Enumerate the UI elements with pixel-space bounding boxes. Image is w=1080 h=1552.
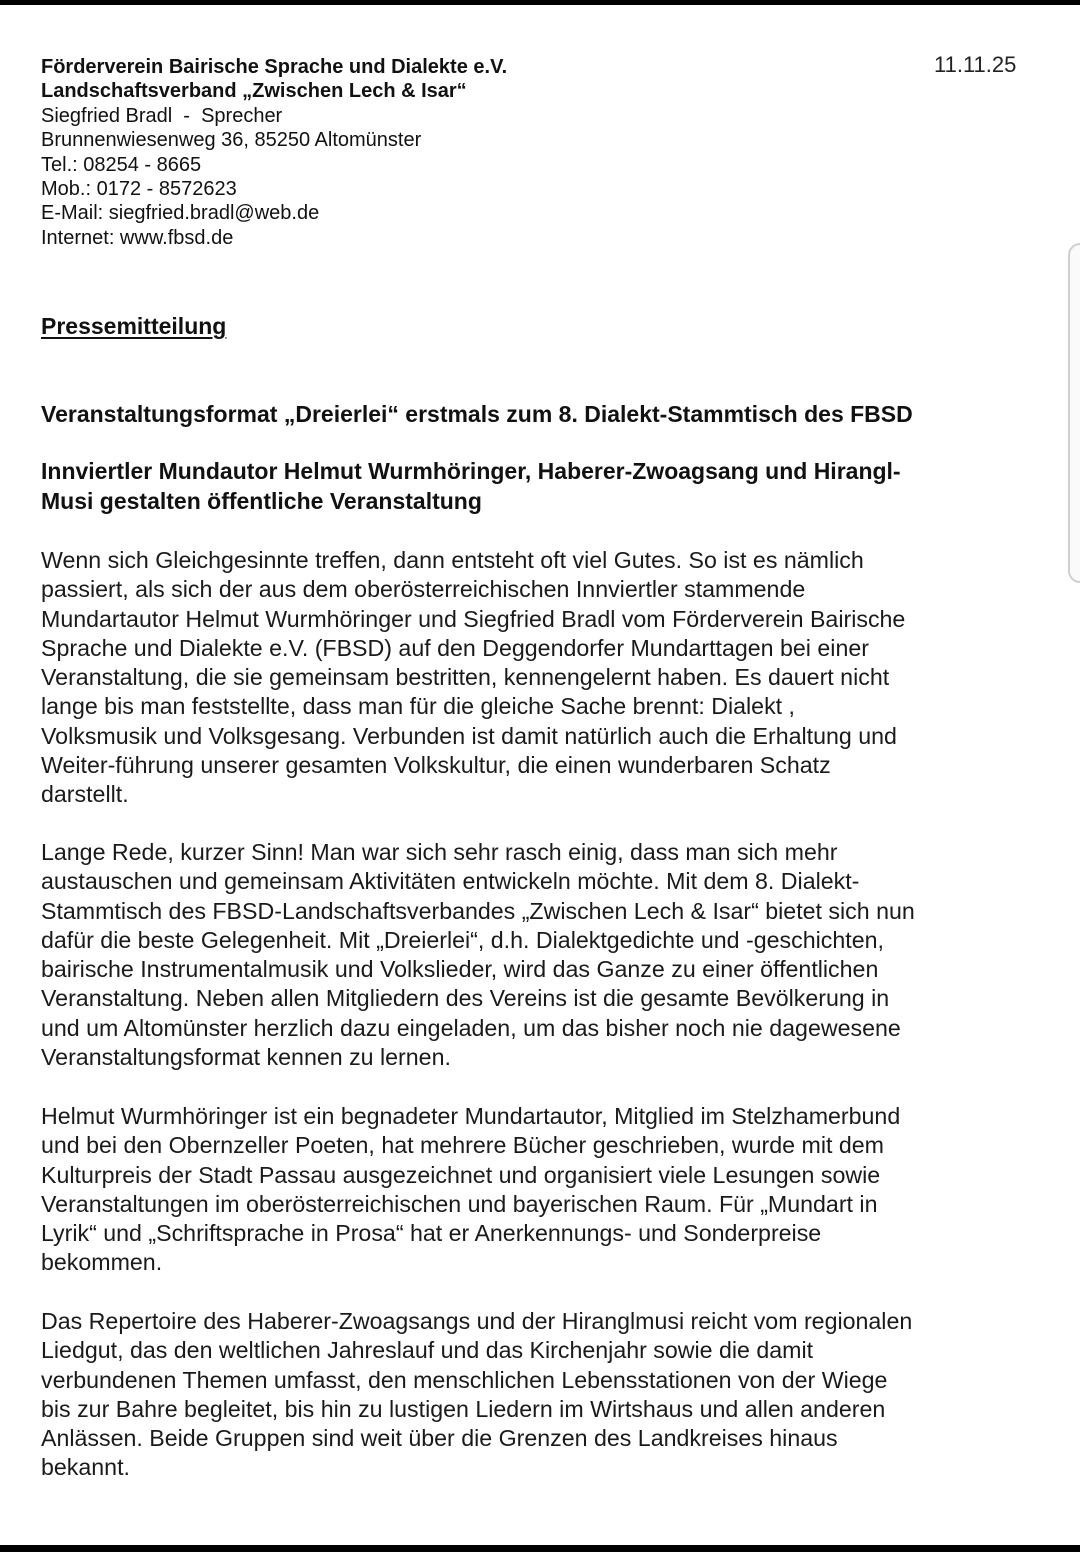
- paragraph-line: und bei den Obernzeller Poeten, hat mehrere Bücher geschrieben, wurde mit dem: [41, 1132, 884, 1159]
- paragraph-line: passiert, als sich der aus dem oberösterreichischen Innviertler stammende: [41, 576, 806, 603]
- subheadline: [41, 457, 1041, 516]
- paragraph-line: Sprache und Dialekte e.V. (FBSD) auf den Deggendorfer Mundarttagen bei einer: [41, 634, 869, 661]
- email-address[interactable]: E-Mail: siegfried.bradl@web.de: [41, 202, 320, 225]
- paragraph-author: [41, 1102, 1051, 1278]
- paragraph-line: darstellt.: [41, 781, 129, 808]
- paragraph-line: Weiter-führung unserer gesamten Volkskultur, die einen wunderbaren Schatz: [41, 752, 831, 779]
- association-name: Landschaftsverband „Zwischen Lech & Isar“: [41, 80, 467, 103]
- paragraph-line: Mundartautor Helmut Wurmhöringer und Siegfried Bradl vom Förderverein Bairische: [41, 605, 906, 632]
- paragraph-line: und um Altomünster herzlich dazu eingeladen, um das bisher noch nie dagewesene: [41, 1014, 901, 1041]
- subheadline-line: Innviertler Mundautor Helmut Wurmhöringer, Haberer-Zwoagsang und Hirangl-: [41, 458, 901, 484]
- press-release-label: Pressemitteilung: [41, 313, 227, 339]
- paragraph-line: dafür die beste Gelegenheit. Mit „Dreierlei“, d.h. Dialektgedichte und -geschichten,: [41, 926, 884, 953]
- paragraph-line: bis zur Bahre begleitet, bis hin zu lustigen Liedern im Wirtshaus und allen anderen: [41, 1395, 886, 1422]
- paragraph-line: Lange Rede, kurzer Sinn! Man war sich sehr rasch einig, dass man sich mehr: [41, 839, 838, 865]
- paragraph-line: Liedgut, das den weltlichen Jahreslauf und das Kirchenjahr sowie die damit: [41, 1337, 814, 1364]
- contact-name: Siegfried Bradl - Sprecher: [41, 104, 283, 127]
- organization-name: Förderverein Bairische Sprache und Dialekte e.V.: [41, 56, 508, 78]
- scroll-handle[interactable]: [1068, 243, 1080, 583]
- paragraph-line: Helmut Wurmhöringer ist ein begnadeter Mundartautor, Mitglied im Stelzhamerbund: [41, 1103, 901, 1129]
- paragraph-intro: [41, 546, 1051, 810]
- paragraph-line: Veranstaltung. Neben allen Mitgliedern des Vereins ist die gesamte Bevölkerung in: [41, 985, 890, 1012]
- headline: Veranstaltungsformat „Dreierlei“ erstmals zum 8. Dialekt-Stammtisch des FBSD: [41, 401, 913, 427]
- paragraph-line: Kulturpreis der Stadt Passau ausgezeichnet und organisiert viele Lesungen sowie: [41, 1161, 881, 1188]
- paragraph-line: Wenn sich Gleichgesinnte treffen, dann entsteht oft viel Gutes. So ist es nämlich: [41, 547, 864, 573]
- paragraph-repertoire: [41, 1307, 1051, 1483]
- subheadline-line: Musi gestalten öffentliche Veranstaltung: [41, 487, 482, 514]
- phone-number: Tel.: 08254 - 8665: [41, 153, 202, 176]
- paragraph-event: [41, 838, 1051, 1072]
- paragraph-line: Anlässen. Beide Gruppen sind weit über die Grenzen des Landkreises hinaus: [41, 1425, 838, 1452]
- letterhead: [41, 55, 901, 250]
- website-address[interactable]: Internet: www.fbsd.de: [41, 226, 234, 249]
- paragraph-line: bairische Instrumentalmusik und Volkslieder, wird das Ganze zu einer öffentlichen: [41, 956, 879, 983]
- paragraph-line: Veranstaltungen im oberösterreichischen und bayerischen Raum. Für „Mundart in: [41, 1190, 878, 1217]
- paragraph-line: austauschen und gemeinsam Aktivitäten entwickeln möchte. Mit dem 8. Dialekt-: [41, 868, 860, 895]
- paragraph-line: verbundenen Themen umfasst, den menschlichen Lebensstationen von der Wiege: [41, 1366, 888, 1393]
- paragraph-line: Stammtisch des FBSD-Landschaftsverbandes „Zwischen Lech & Isar“ bietet sich nun: [41, 897, 915, 924]
- postal-address: Brunnenwiesenweg 36, 85250 Altomünster: [41, 129, 422, 152]
- paragraph-line: bekommen.: [41, 1249, 163, 1276]
- paragraph-line: Veranstaltungsformat kennen zu lernen.: [41, 1044, 451, 1071]
- paragraph-line: Lyrik“ und „Schriftsprache in Prosa“ hat er Anerkennungs- und Sonderpreise: [41, 1220, 822, 1247]
- paragraph-line: Veranstaltung, die sie gemeinsam bestritten, kennengelernt haben. Es dauert nicht: [41, 664, 890, 691]
- document-page: [0, 5, 1080, 1545]
- paragraph-line: Volksmusik und Volksgesang. Verbunden ist damit natürlich auch die Erhaltung und: [41, 722, 897, 749]
- mobile-number: Mob.: 0172 - 8572623: [41, 178, 237, 201]
- document-date: 11.11.25: [934, 52, 1017, 77]
- paragraph-line: Das Repertoire des Haberer-Zwoagsangs und der Hiranglmusi reicht vom regionalen: [41, 1308, 913, 1334]
- paragraph-line: bekannt.: [41, 1454, 130, 1481]
- paragraph-line: lange bis man feststellte, dass man für die gleiche Sache brennt: Dialekt ,: [41, 693, 796, 720]
